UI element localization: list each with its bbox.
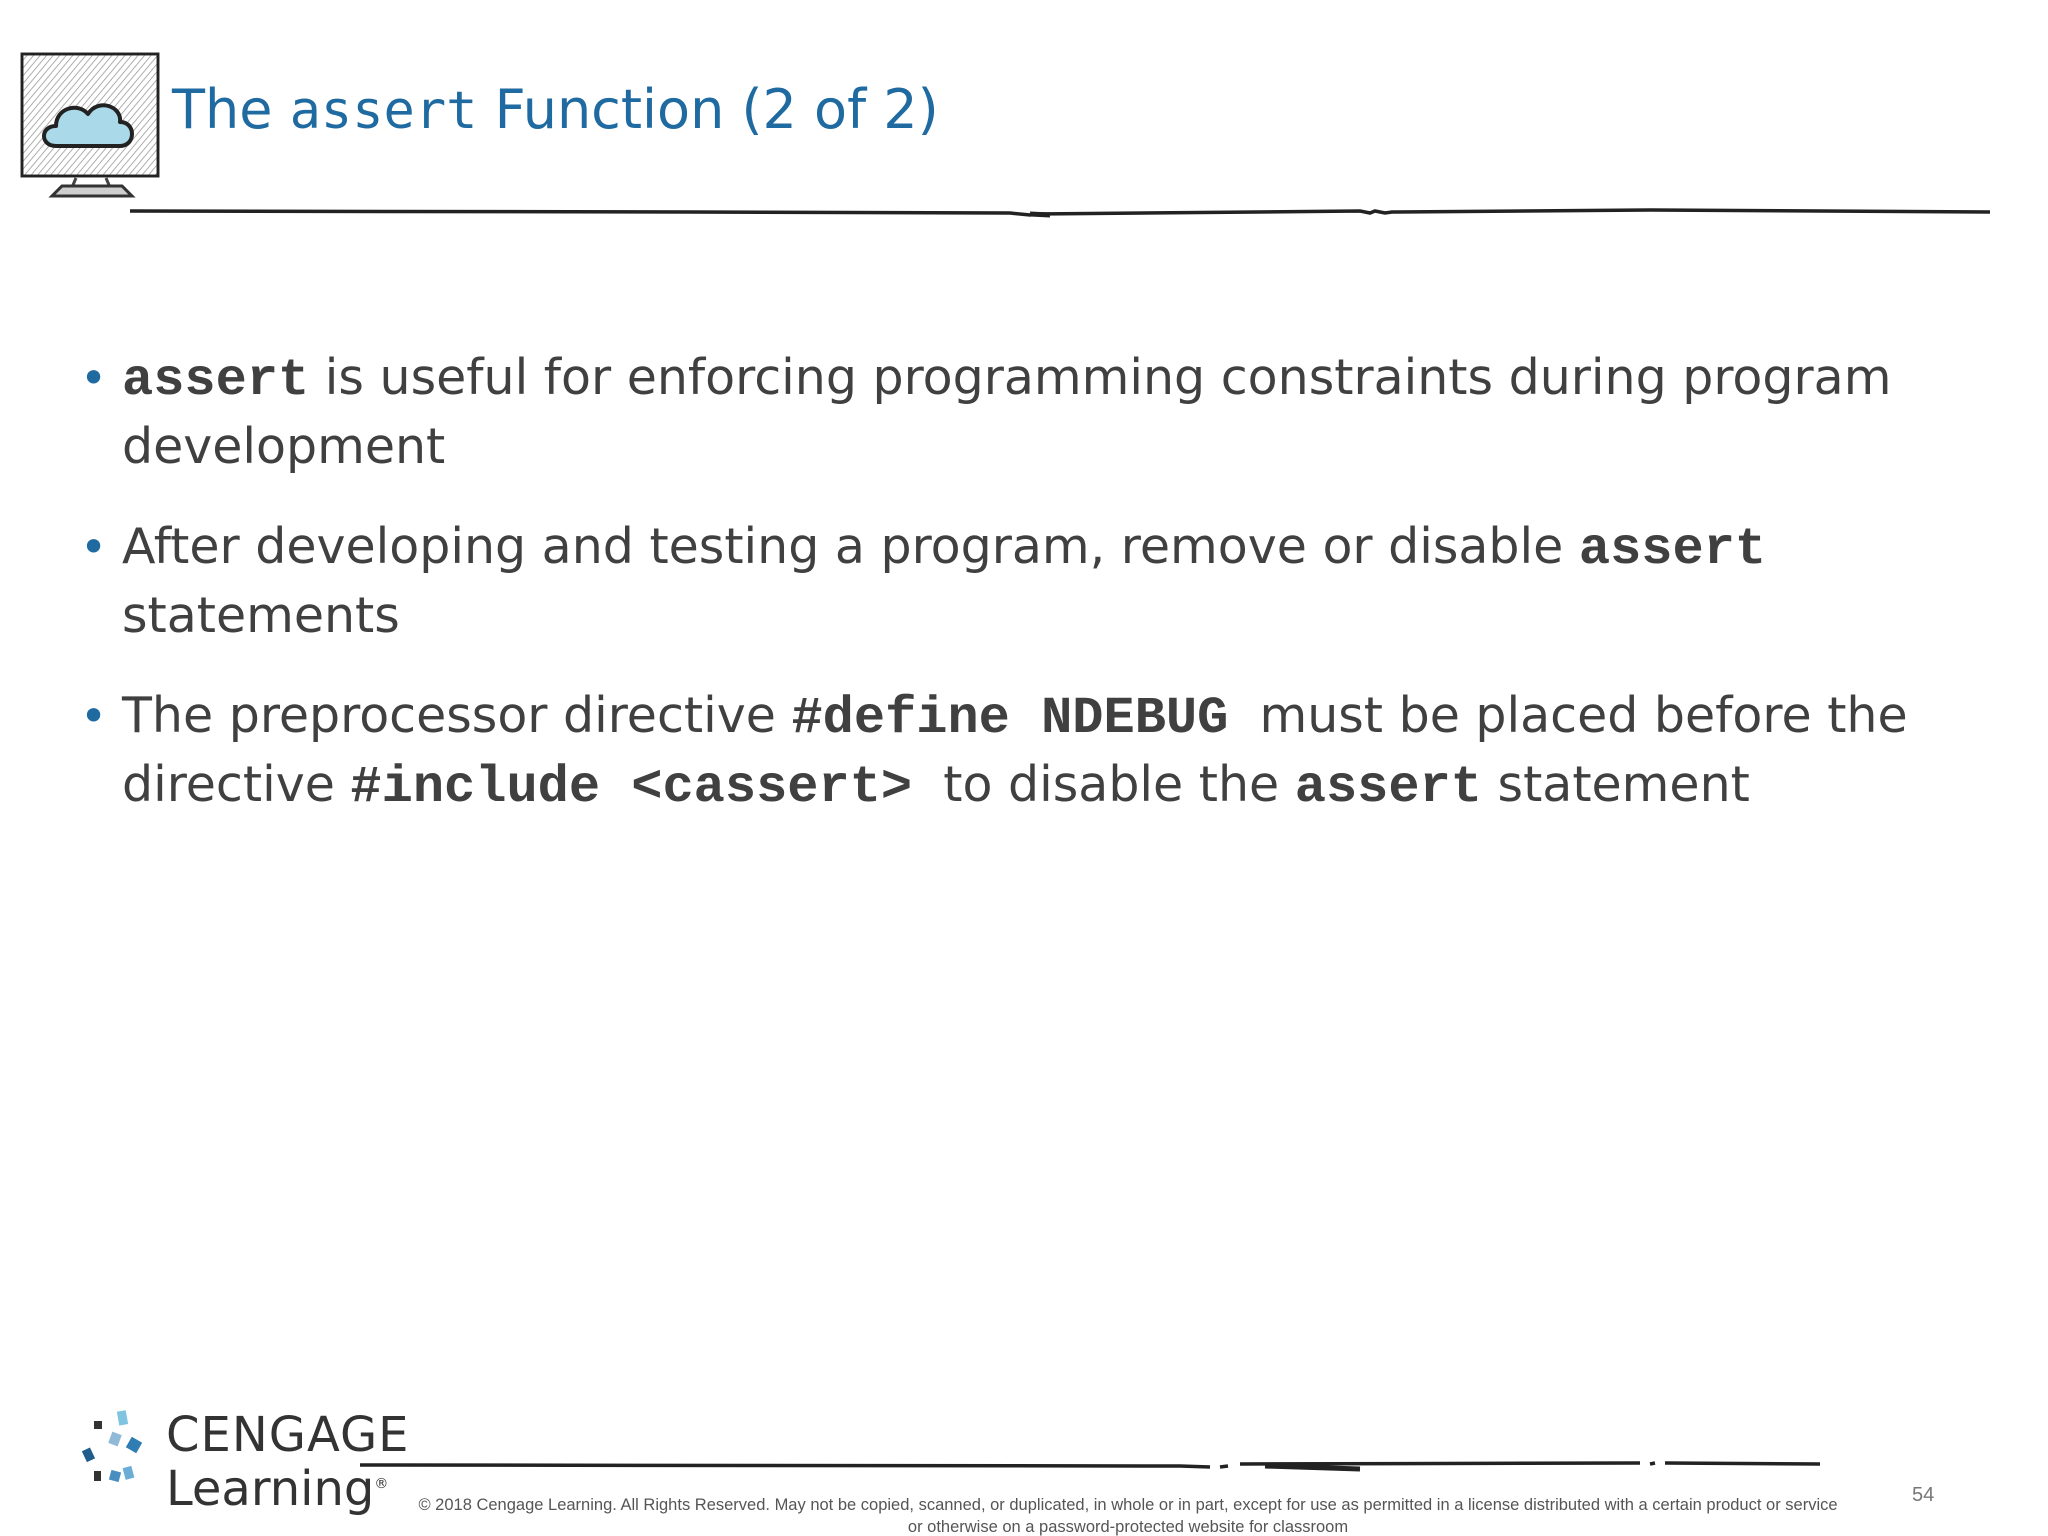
bullet-text: The preprocessor directive — [122, 687, 792, 744]
logo-wordmark-learning: Learning — [166, 1461, 375, 1517]
bullet-text: statements — [122, 518, 1782, 644]
bullet-item — [80, 514, 1990, 649]
registered-mark: ® — [374, 1476, 389, 1492]
bullet-text: to disable the — [912, 756, 1295, 813]
cengage-logo-icon — [80, 1405, 160, 1525]
code-keyword: #include <cassert> — [350, 758, 913, 817]
bullet-list — [80, 345, 1990, 855]
code-keyword: assert — [1578, 520, 1767, 579]
code-keyword: assert — [1294, 758, 1482, 817]
bullet-text: statement — [1481, 756, 1750, 813]
code-keyword: #define NDEBUG — [791, 689, 1229, 748]
bullet-item — [80, 683, 1990, 821]
copyright-line-2: or otherwise on a password-protected website for classroom — [907, 1518, 1349, 1536]
bullet-item — [80, 345, 1990, 480]
bullet-text: is useful for enforcing programming constraints during program development — [122, 349, 1908, 475]
copyright-line-1: © 2018 Cengage Learning. All Rights Reserved. May not be copied, scanned, or duplicated, in whole or in part, except for use as permitted in a license distributed with a certain product or service — [418, 1496, 1838, 1514]
logo-wordmark-bottom — [166, 1461, 388, 1517]
bullet-dot-icon: • — [80, 520, 108, 574]
bullet-dot-icon: • — [80, 351, 108, 405]
bullet-text: must be placed before the directive — [122, 687, 1924, 813]
title-suffix: Function (2 of 2) — [477, 78, 939, 141]
footer-divider — [360, 1458, 1820, 1474]
cloud-monitor-icon — [18, 50, 166, 210]
title-divider — [130, 204, 1990, 220]
slide-title — [172, 80, 939, 140]
bullet-dot-icon: • — [80, 689, 108, 743]
bullet-text: After developing and testing a program, remove or disable — [122, 518, 1579, 575]
page-number: 54 — [1912, 1484, 1935, 1506]
code-keyword: assert — [122, 351, 310, 410]
title-code: assert — [289, 81, 478, 141]
title-prefix: The — [172, 78, 290, 141]
copyright-notice — [378, 1494, 1878, 1536]
cengage-logo — [80, 1405, 410, 1535]
logo-wordmark-top: CENGAGE — [166, 1407, 410, 1463]
